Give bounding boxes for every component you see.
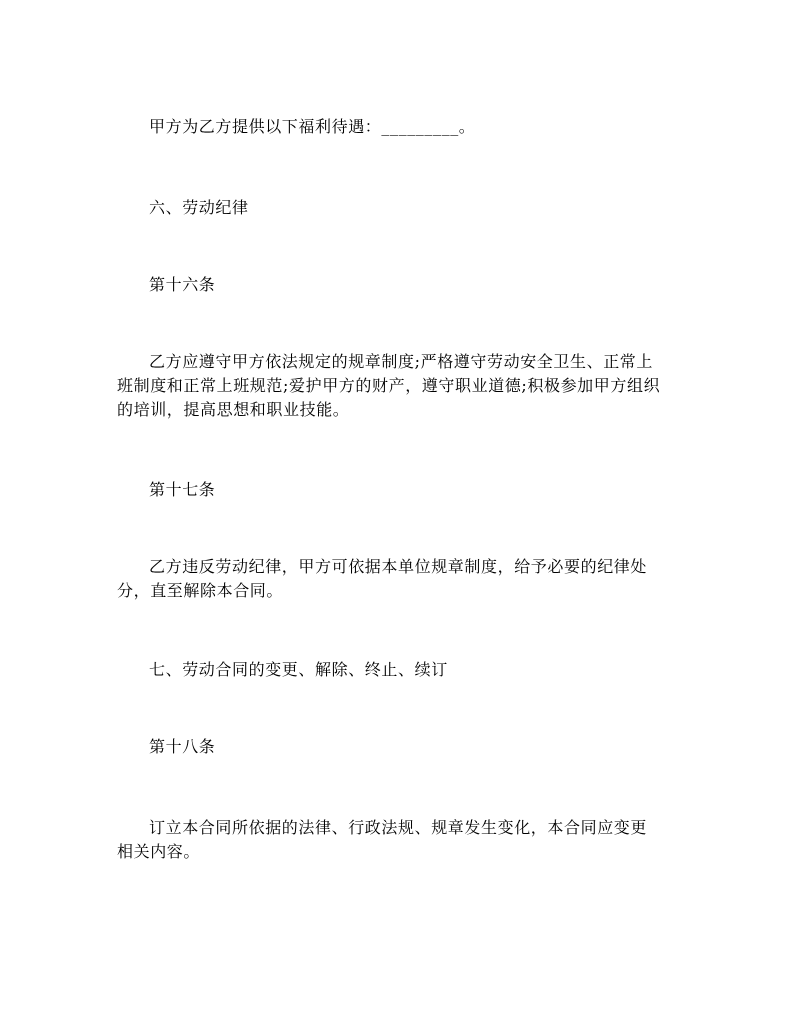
article-heading-18: 第十八条 [149,737,216,756]
article-heading-16: 第十六条 [149,275,216,294]
article-heading-17: 第十七条 [149,480,216,499]
paragraph-article-16: 乙方应遵守甲方依法规定的规章制度;严格遵守劳动安全卫生、正常上班制度和正常上班规范;爱护甲方的财产，遵守职业道德;积极参加甲方组织的培训，提高思想和职业技能。 [117,352,661,419]
paragraph-article-17: 乙方违反劳动纪律，甲方可依据本单位规章制度，给予必要的纪律处分，直至解除本合同。 [117,557,648,600]
section-heading-contract-changes: 七、劳动合同的变更、解除、终止、续订 [149,660,448,679]
paragraph-welfare: 甲方为乙方提供以下福利待遇：_________。 [149,117,476,136]
paragraph-article-18: 订立本合同所依据的法律、行政法规、规章发生变化，本合同应变更相关内容。 [117,818,648,861]
section-heading-labor-discipline: 六、劳动纪律 [149,198,249,217]
